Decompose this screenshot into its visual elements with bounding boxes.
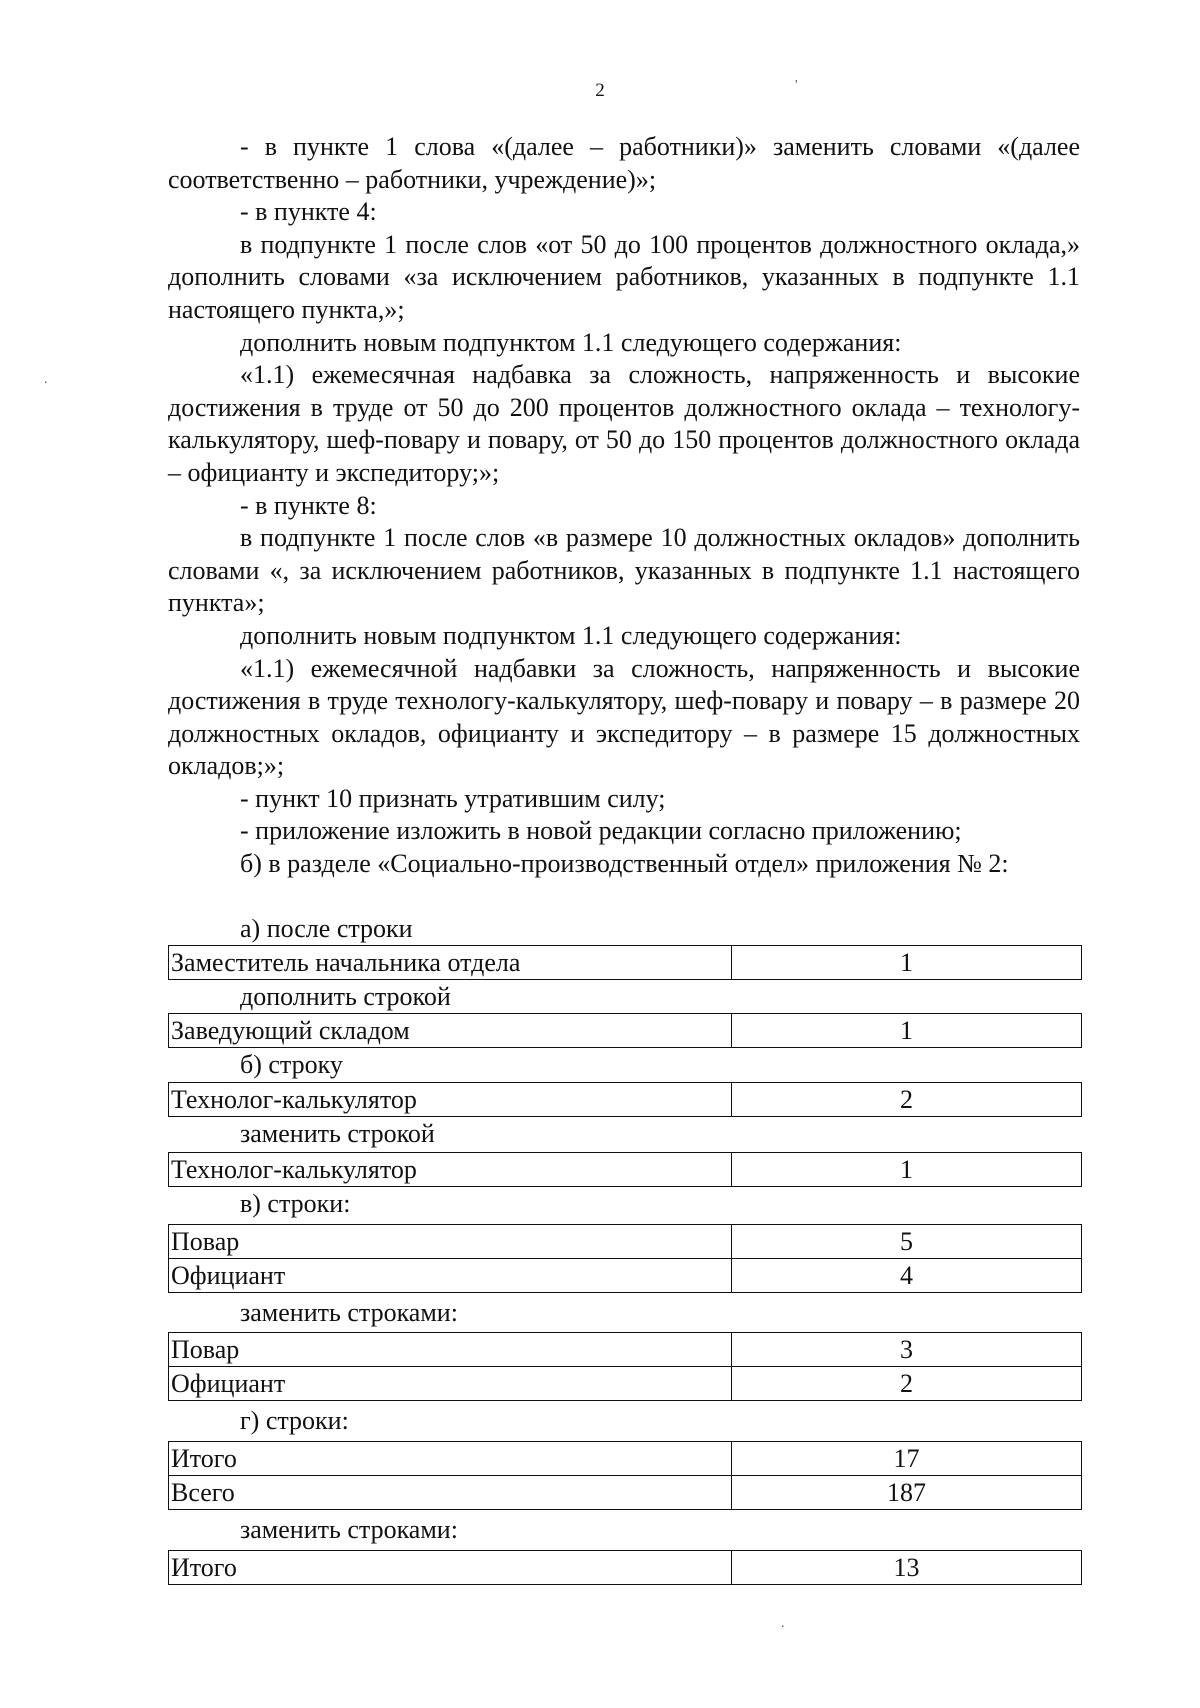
position-count: 4 <box>732 1259 1082 1293</box>
scan-speck: ' <box>795 78 798 93</box>
amendment-table <box>168 1441 1082 1510</box>
position-count: 2 <box>732 1367 1082 1401</box>
paragraph: в подпункте 1 после слов «от 50 до 100 процентов должностного оклада,» дополнить словами «за исключением работников, указанных в подпункте 1.1 настоящего пункта,»; <box>168 229 1080 324</box>
paragraph: - в пункте 4: <box>240 197 377 227</box>
position-count: 187 <box>732 1476 1082 1510</box>
table-row <box>169 1551 1082 1585</box>
paragraph: дополнить новым подпунктом 1.1 следующего содержания: <box>240 327 902 357</box>
amendment-lead: заменить строкой <box>240 1119 435 1148</box>
amendment-table <box>168 945 1082 980</box>
amendment-table <box>168 1082 1082 1117</box>
position-name: Технолог-калькулятор <box>169 1153 732 1187</box>
table-row <box>169 1367 1082 1401</box>
position-name: Итого <box>169 1551 732 1585</box>
page-number: 2 <box>595 80 605 101</box>
table-row <box>169 1153 1082 1187</box>
paragraph: б) в разделе «Социально-производственный отдел» приложения № 2: <box>240 849 1009 879</box>
scan-speck: . <box>44 372 48 387</box>
table-row <box>169 1014 1082 1048</box>
table-row <box>169 1083 1082 1117</box>
position-count: 1 <box>732 946 1082 980</box>
position-name: Технолог-калькулятор <box>169 1083 732 1117</box>
paragraph: - приложение изложить в новой редакции согласно приложению; <box>240 816 962 846</box>
table-row <box>169 946 1082 980</box>
amendment-table <box>168 1550 1082 1585</box>
position-name: Повар <box>169 1225 732 1259</box>
paragraph: - в пункте 8: <box>240 490 377 520</box>
position-name: Повар <box>169 1333 732 1367</box>
position-count: 17 <box>732 1442 1082 1476</box>
paragraph: - в пункте 1 слова «(далее – работники)» заменить словами «(далее соответственно – работники, учреждение)»; <box>168 132 1080 194</box>
paragraph: - пункт 10 признать утратившим силу; <box>240 783 666 813</box>
paragraph: «1.1) ежемесячная надбавка за сложность, напряженность и высокие достижения в труде от 50 до 200 процентов должностного оклада – технологу-калькулятору, шеф-повару и повару, от 50 до 150 процентов должностного оклада – официанту и экспедитору;»; <box>168 360 1080 487</box>
paragraph: «1.1) ежемесячной надбавки за сложность, напряженность и высокие достижения в труде технологу-калькулятору, шеф-повару и повару – в размере 20 должностных окладов, официанту и экспедитору – в размере 15 должностных окладов;»; <box>168 653 1080 781</box>
scan-speck: . <box>781 1616 785 1631</box>
table-row <box>169 1259 1082 1293</box>
position-count: 2 <box>732 1083 1082 1117</box>
paragraph: дополнить новым подпунктом 1.1 следующего содержания: <box>240 620 902 650</box>
position-name: Заведующий складом <box>169 1014 732 1048</box>
amendment-lead: заменить строками: <box>240 1515 458 1544</box>
amendment-table <box>168 1013 1082 1048</box>
table-row <box>169 1225 1082 1259</box>
amendment-table <box>168 1152 1082 1187</box>
amendment-table <box>168 1224 1082 1293</box>
position-count: 1 <box>732 1014 1082 1048</box>
amendment-lead: в) строки: <box>240 1189 351 1218</box>
table-row <box>169 1333 1082 1367</box>
paragraph: в подпункте 1 после слов «в размере 10 должностных окладов» дополнить словами «, за исключением работников, указанных в подпункте 1.1 настоящего пункта»; <box>168 523 1080 618</box>
position-count: 1 <box>732 1153 1082 1187</box>
table-row <box>169 1476 1082 1510</box>
body-text <box>168 131 1080 881</box>
amendment-lead: а) после строки <box>240 914 413 943</box>
amendment-lead: б) строку <box>240 1050 343 1079</box>
amendment-table <box>168 1332 1082 1401</box>
amendment-lead: г) строки: <box>240 1406 349 1435</box>
position-count: 3 <box>732 1333 1082 1367</box>
amendment-lead: заменить строками: <box>240 1298 458 1327</box>
amendment-lead: дополнить строкой <box>240 982 451 1011</box>
position-name: Официант <box>169 1259 732 1293</box>
position-name: Заместитель начальника отдела <box>169 946 732 980</box>
position-name: Всего <box>169 1476 732 1510</box>
position-name: Итого <box>169 1442 732 1476</box>
position-count: 5 <box>732 1225 1082 1259</box>
position-count: 13 <box>732 1551 1082 1585</box>
table-row <box>169 1442 1082 1476</box>
position-name: Официант <box>169 1367 732 1401</box>
